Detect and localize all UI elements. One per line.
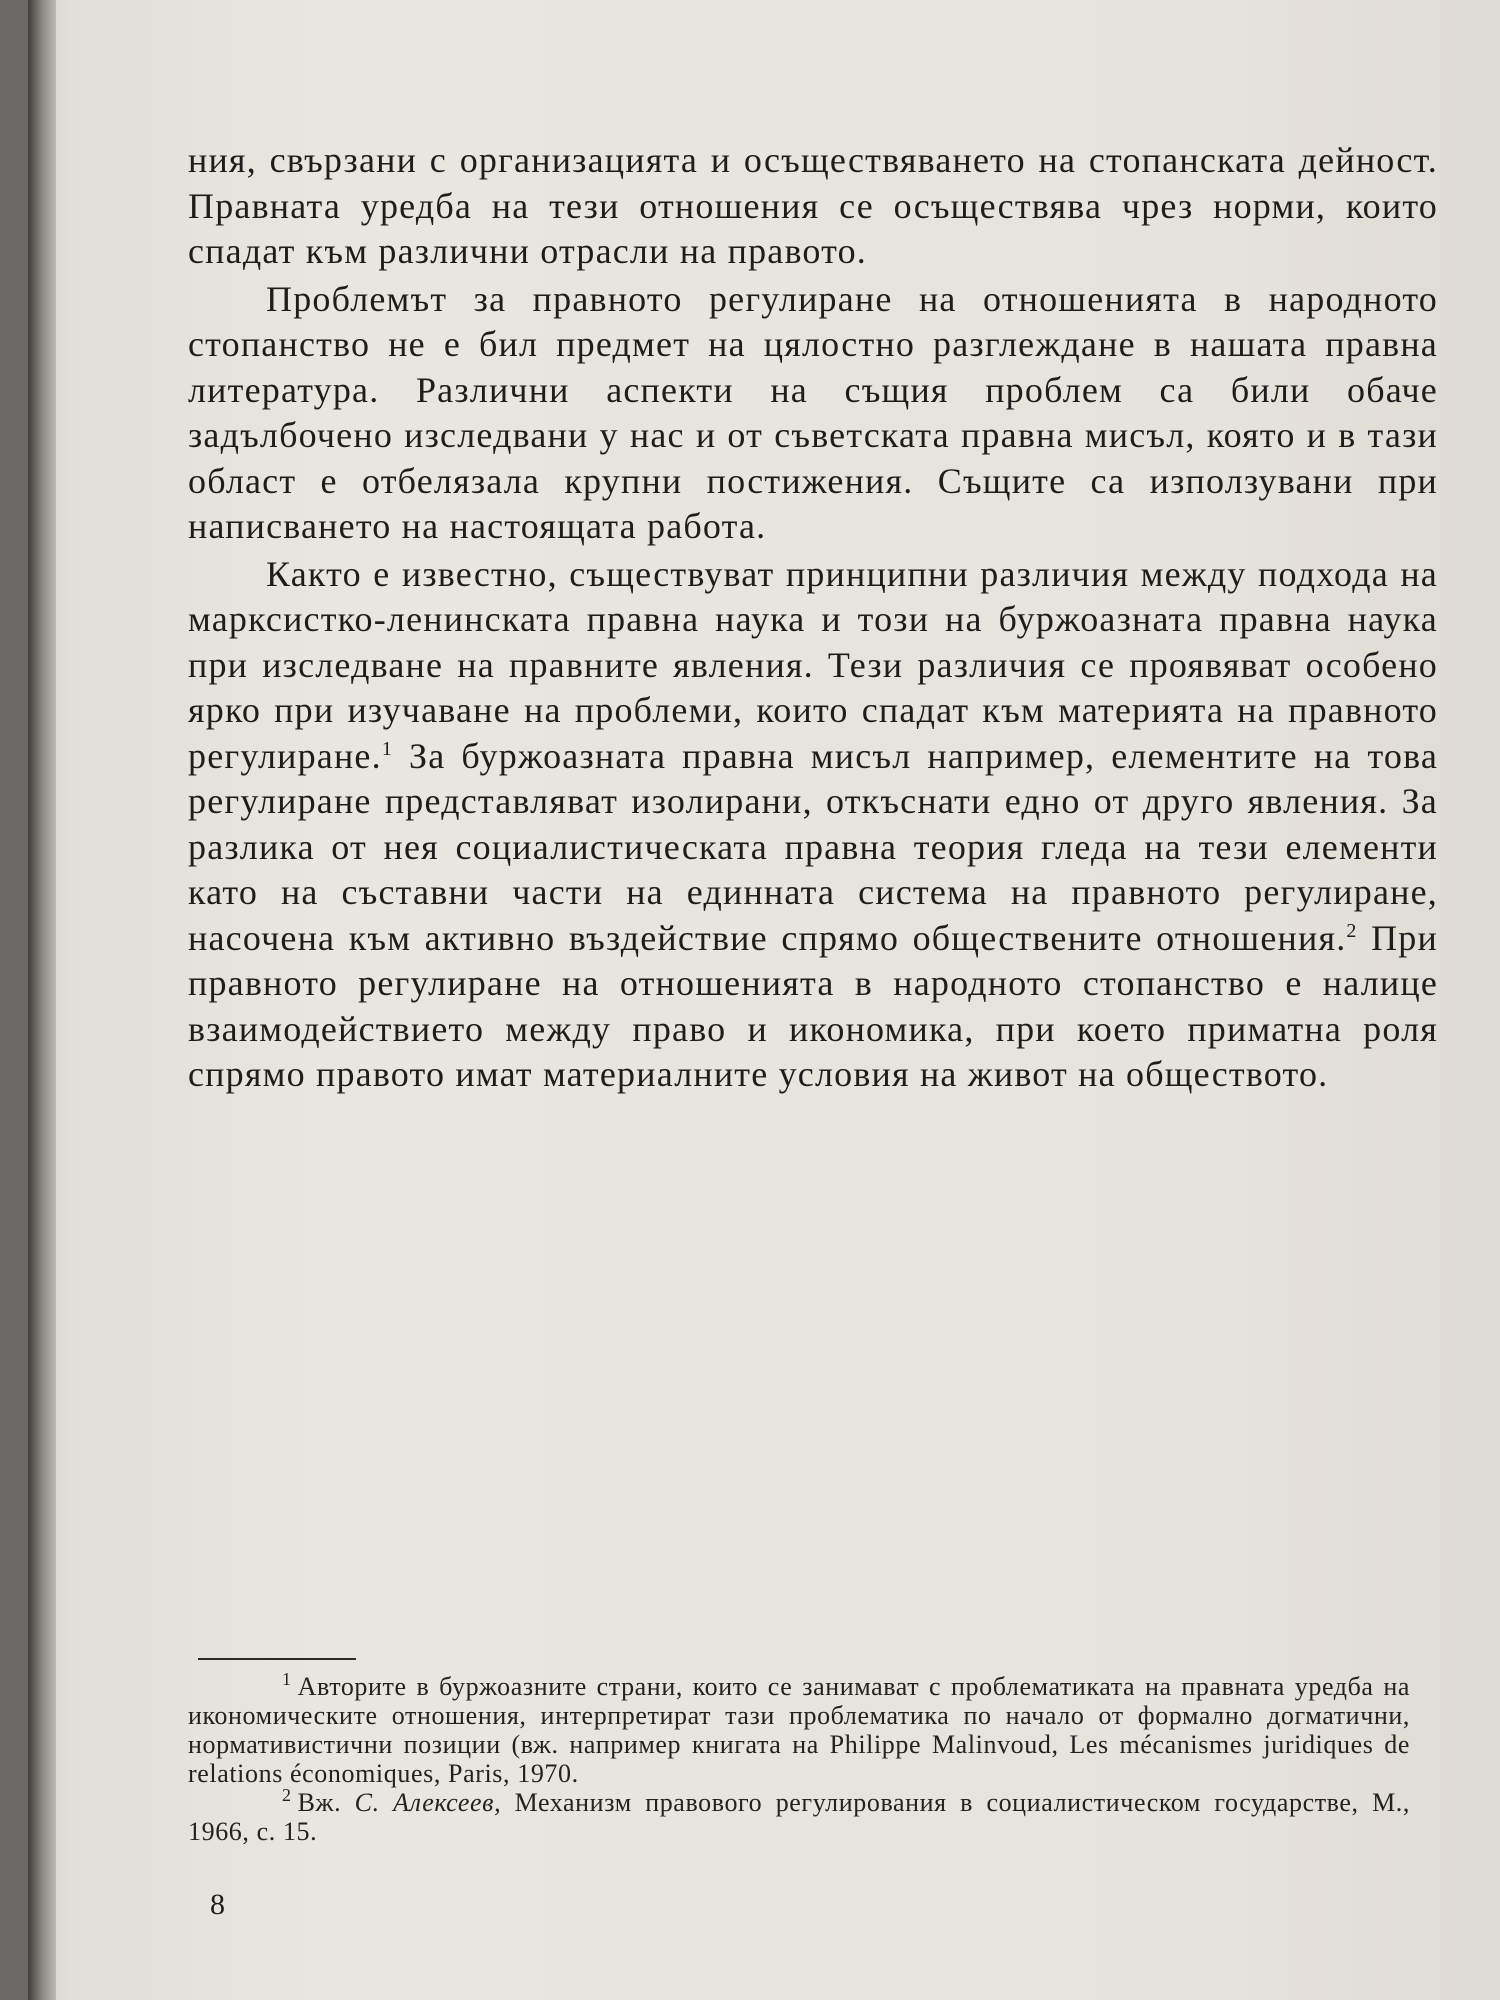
footnote-1-number: 1 <box>282 1669 292 1690</box>
page-number: 8 <box>210 1888 225 1921</box>
footnotes <box>188 1669 1410 1846</box>
footnote-2-author: С. Алексеев, <box>354 1788 502 1817</box>
footnote-2-number: 2 <box>282 1785 292 1806</box>
paragraph-2: Проблемът за правното регулиране на отношенията в народното стопанство не е бил предмет на цялостно разглеждане в нашата правна литература. Различни аспекти на същия проблем са били обаче задълбочено изследвани у нас и от съветската правна мисъл, която и в тази област е отбелязала крупни постижения. Същите са използувани при написването на настоящата работа. <box>188 278 1438 546</box>
main-text <box>188 138 1438 1100</box>
footnote-2-prefix: Вж. <box>297 1788 355 1817</box>
paragraph-3 <box>188 552 1438 1098</box>
paragraph-3-part-2: За буржоазната правна мисъл например, елементите на това регулиране представляват изолирани, откъснати едно от друго явления. За разлика от нея социалистическата правна теория гледа на тези елементи като на съставни части на единната система на правното регулиране, насочена към активно въздействие спрямо обществените отношения. <box>188 735 1438 958</box>
footnote-ref-1: 1 <box>381 737 394 760</box>
footnote-1 <box>188 1669 1410 1788</box>
paragraph-3-part-3: При правното регулиране на отношенията в народното стопанство е налице взаимодействието между право и икономика, при което приматна роля спрямо правото имат материалните условия на живот на обществото. <box>188 917 1438 1094</box>
footnote-ref-2: 2 <box>1346 919 1358 942</box>
footnote-separator <box>198 1658 356 1660</box>
footnote-2-text: Механизм правового регулирования в социалистическом государстве, М., 1966, с. 15. <box>188 1788 1410 1846</box>
footnote-2 <box>188 1785 1410 1846</box>
footnote-1-text: Авторите в буржоазните страни, които се занимават с проблематиката на правната уредба на икономическите отношения, интерпретират тази проблематика по начало от формално догматични, нормативистични позиции (вж. например книгата на Philippe Malinvoud, Les mécanismes juridiques de relations économiques, Paris, 1970. <box>188 1672 1410 1788</box>
page-spine-edge <box>28 0 56 2000</box>
paragraph-1: ния, свързани с организацията и осъществяването на стопанската дейност. Правната уредба на тези отношения се осъществява чрез норми, които спадат към различни отрасли на правото. <box>188 140 1438 271</box>
book-page <box>28 0 1500 2000</box>
paragraph-3-part-1: Както е известно, съществуват принципни различия между подхода на марксистко-ленинската правна наука и този на буржоазната правна наука при изследване на правните явления. Тези различия се проявяват особено ярко при изучаване на проблеми, които спадат към материята на правното регулиране. <box>188 553 1438 776</box>
